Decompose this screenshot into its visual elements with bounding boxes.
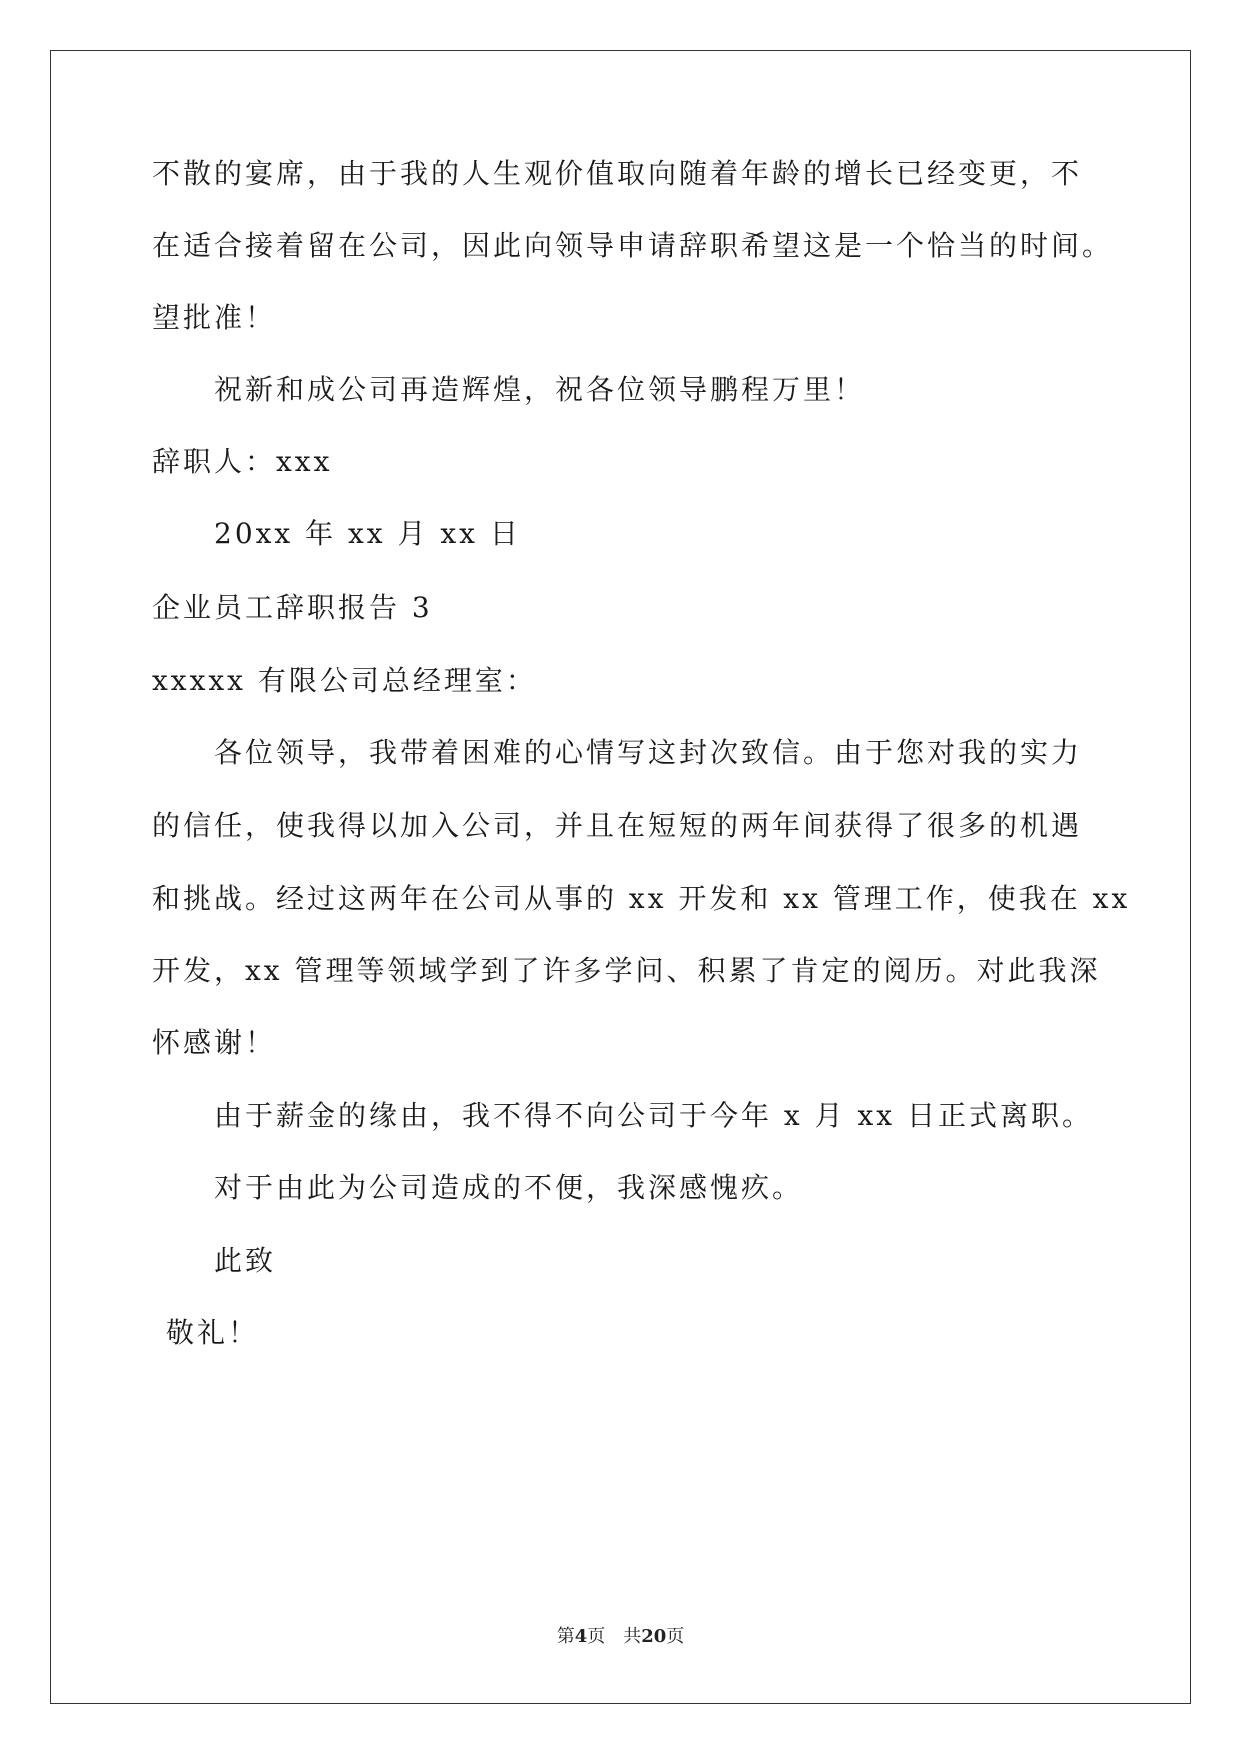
page-border: [50, 50, 1191, 1704]
body-line-2: 在适合接着留在公司，因此向领导申请辞职希望这是一个恰当的时间。: [152, 229, 1114, 262]
footer-mid: 页 共: [587, 1626, 642, 1647]
footer-prefix: 第: [556, 1626, 575, 1647]
paragraph-line-2: 的信任，使我得以加入公司，并且在短短的两年间获得了很多的机遇: [152, 809, 1083, 842]
recipient-line: xxxxx 有限公司总经理室：: [152, 664, 537, 697]
paragraph-line-1: 各位领导，我带着困难的心情写这封次致信。由于您对我的实力: [214, 736, 1083, 769]
paragraph-line-5: 怀感谢！: [152, 1026, 277, 1059]
paragraph-line-4: 开发，xx 管理等领域学到了许多学问、积累了肯定的阅历。对此我深: [152, 954, 1101, 987]
resigner-line: 辞职人：xxx: [152, 445, 333, 478]
paragraph-line-3: 和挑战。经过这两年在公司从事的 xx 开发和 xx 管理工作，使我在 xx: [152, 882, 1131, 915]
salutation-line: 敬礼！: [166, 1316, 260, 1349]
body-line-1: 不散的宴席，由于我的人生观价值取向随着年龄的增长已经变更，不: [152, 157, 1083, 190]
reason-line: 由于薪金的缘由，我不得不向公司于今年 x 月 xx 日正式离职。: [214, 1099, 1093, 1132]
section-title: 企业员工辞职报告 3: [152, 591, 433, 624]
footer-total-pages: 20: [641, 1626, 667, 1647]
footer-page-number: 4: [574, 1626, 588, 1647]
apology-line: 对于由此为公司造成的不便，我深感愧疚。: [214, 1171, 804, 1204]
page-footer: [0, 1625, 1241, 1649]
body-line-3: 望批准！: [152, 301, 277, 334]
date-line: 20xx 年 xx 月 xx 日: [214, 517, 521, 550]
blessing-line: 祝新和成公司再造辉煌，祝各位领导鹏程万里！: [214, 373, 866, 406]
closing-line: 此致: [214, 1244, 277, 1277]
footer-suffix: 页: [666, 1626, 685, 1647]
